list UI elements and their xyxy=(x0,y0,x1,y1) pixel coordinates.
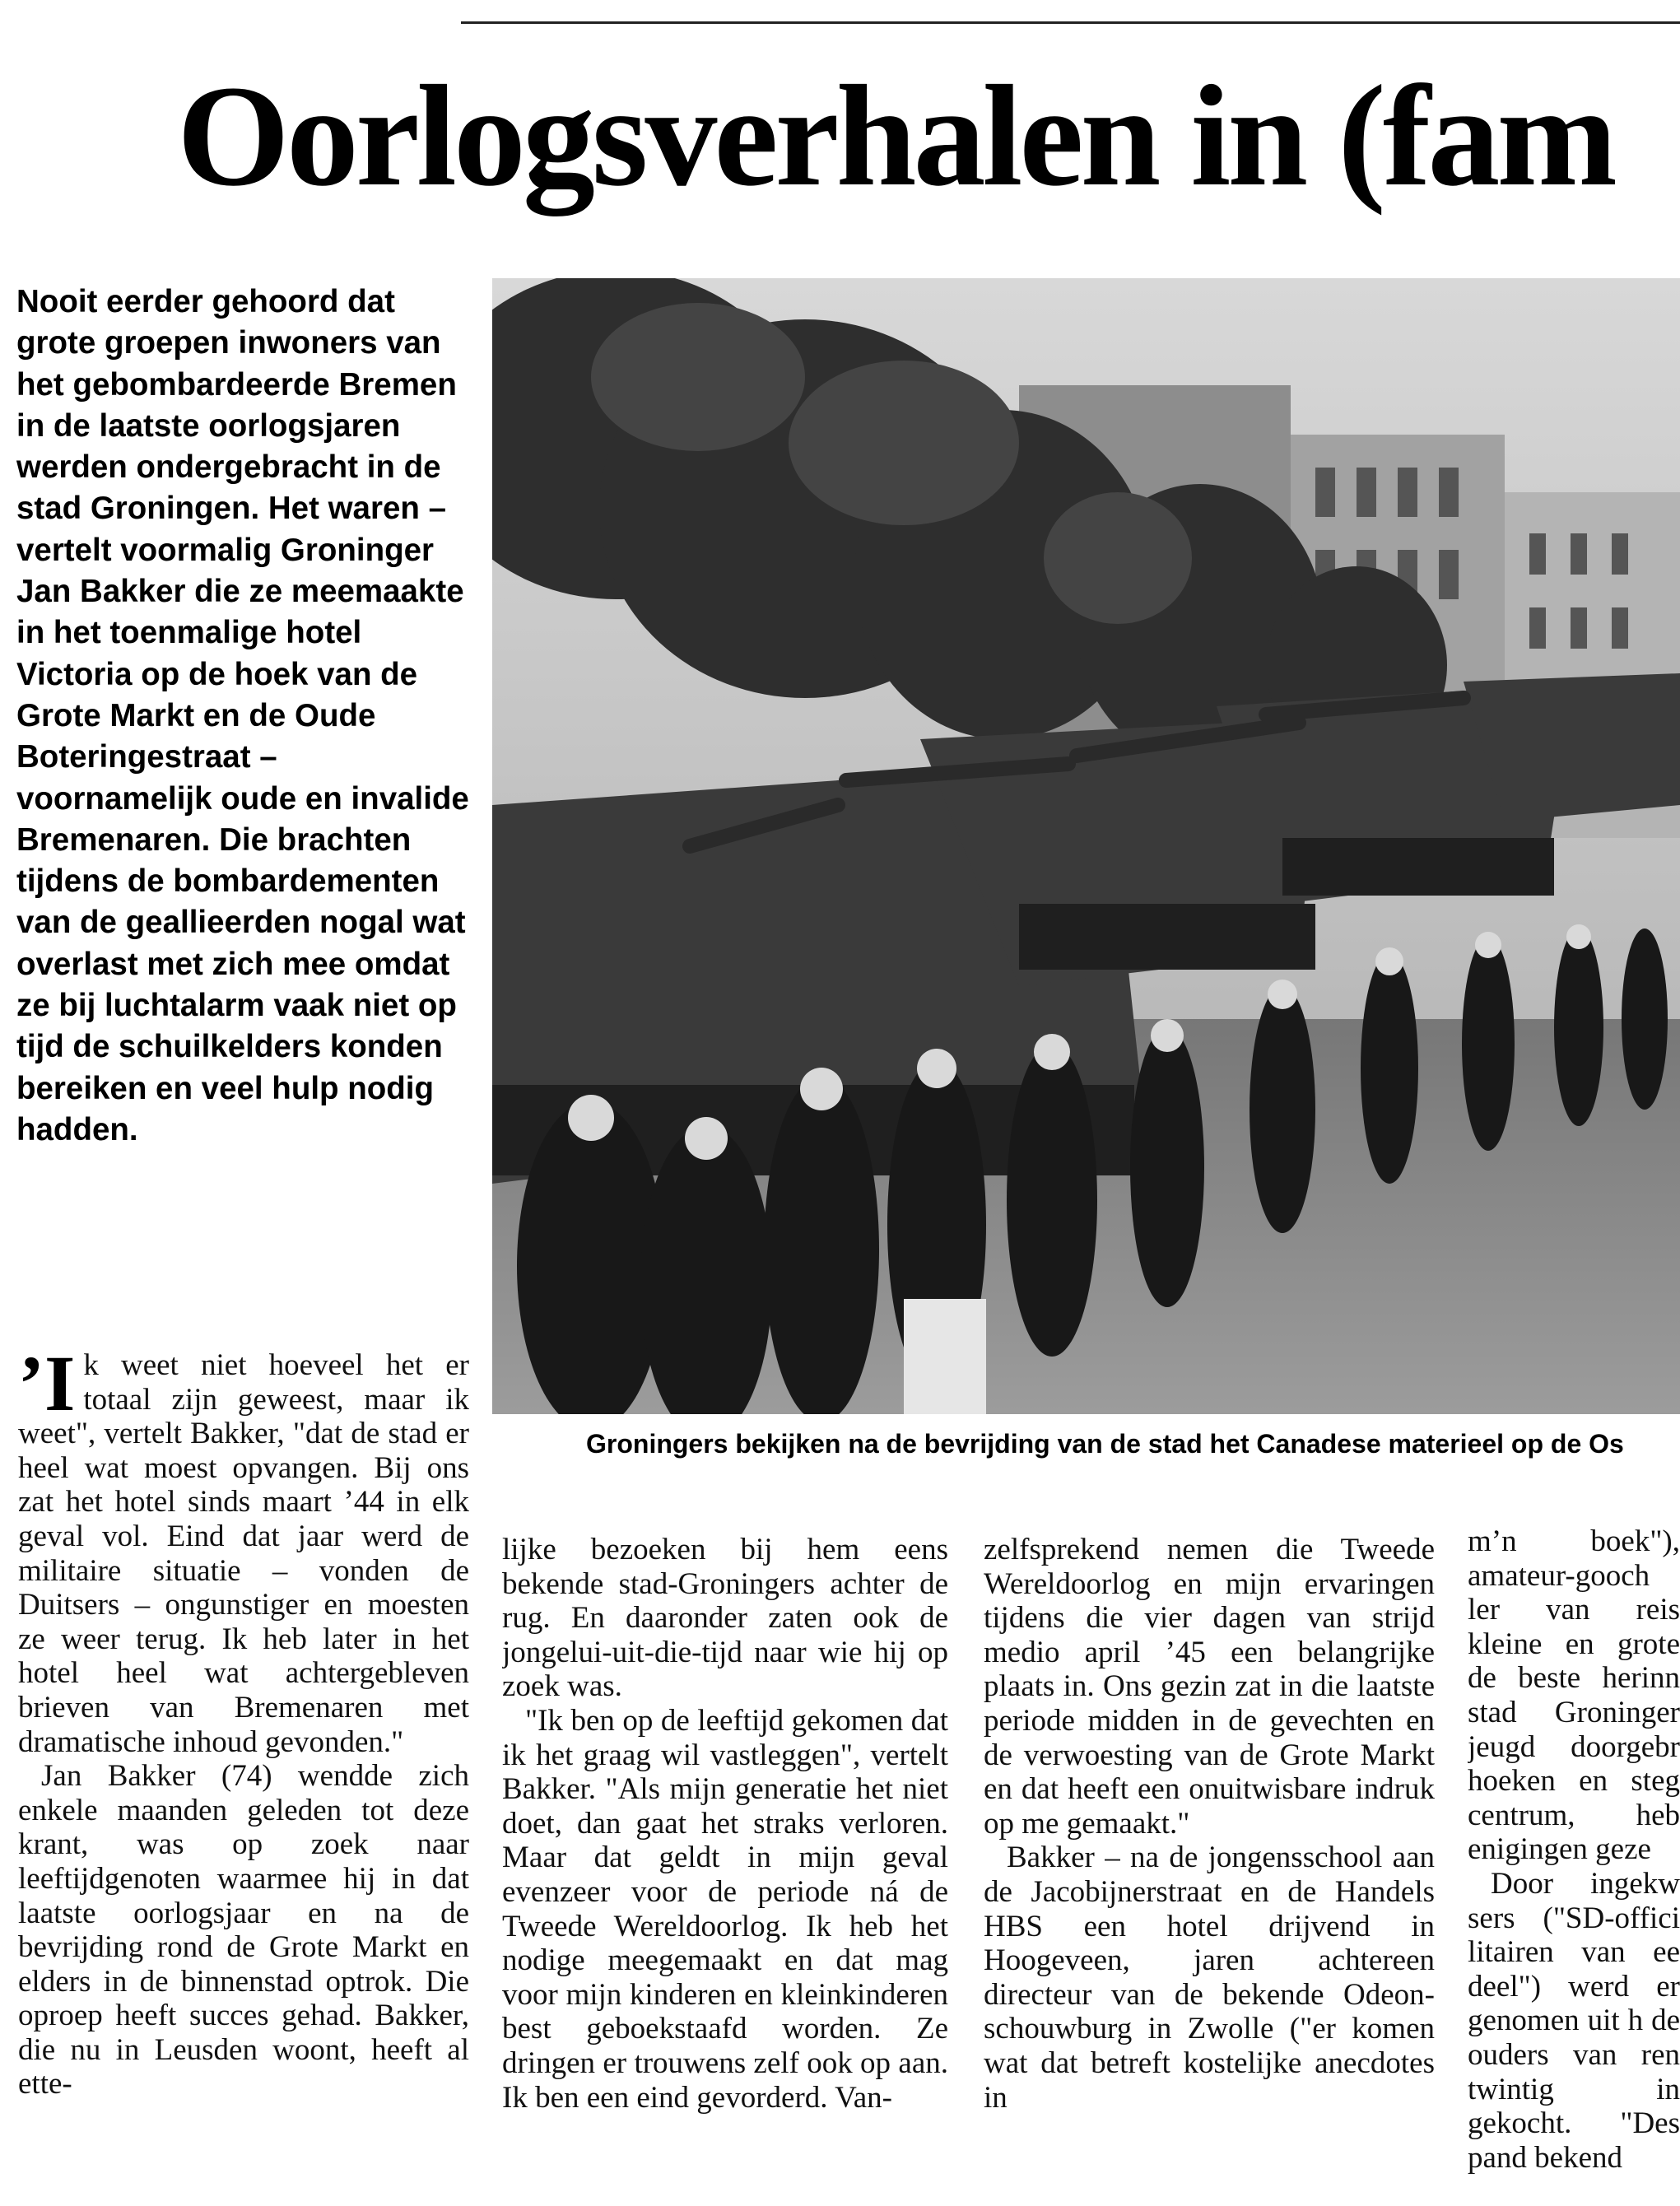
paragraph: zelfsprekend nemen die Tweede Wereldoorlog en mijn ervaringen tijdens die vier dagen van strijd medio april ’45 een belangrijke plaats in. Ons gezin zat in die laatste periode midden in de gevechten en de verwoesting van de Grote Markt en dat heeft een onuitwisbare indruk op me gemaakt." xyxy=(984,1533,1435,1841)
body-column-4 xyxy=(1468,1524,1680,2206)
article-intro xyxy=(16,282,473,1151)
article-photo xyxy=(492,278,1680,1414)
article-headline: Oorlogsverhalen in (fam xyxy=(177,56,1615,216)
paragraph: lijke bezoeken bij hem eens bekende stad-Groningers achter de rug. En daaronder zaten ook de jongelui-uit-die-tijd naar wie hij op zoek was. xyxy=(502,1533,948,1704)
photo-caption: Groningers bekijken na de bevrijding van de stad het Canadese materieel op de Os xyxy=(586,1429,1624,1459)
paragraph: Door ingekw sers ("SD-offici litairen van ee deel") werd er genomen uit h de ouders van ren twintig in gekocht. "Des pand bekend xyxy=(1468,1866,1680,2175)
paragraph: "Ik ben op de leeftijd gekomen dat ik het graag wil vastleggen", vertelt Bakker. "Als mijn generatie het niet doet, dan gaat het straks verloren. Maar dat geldt in mijn geval evenzeer voor de periode ná de Tweede Wereldoorlog. Ik heb het nodige meegemaakt en dat mag voor mijn kinderen en kleinkinderen best geboekstaafd worden. Ze dringen er trouwens zelf ook op aan. Ik ben een eind gevorderd. Van- xyxy=(502,1703,948,2115)
paragraph: ’I k weet niet hoeveel het er totaal zijn geweest, maar ik weet", vertelt Bakker, "dat de stad er heel wat moest opvangen. Bij ons zat het hotel sinds maart ’44 in elk geval vol. Eind dat jaar werd de militaire situatie – vonden de Duitsers – ongunstiger en moesten ze weer terug. Ik heb later in het hotel heel wat achtergebleven brieven van Bremenaren met dramatische inhoud gevonden." xyxy=(18,1348,469,1759)
paragraph: Bakker – na de jongensschool aan de Jacobijnerstraat en de Handels HBS een hotel drijvend in Hoogeveen, jaren achtereen directeur van de bekende Odeon-schouwburg in Zwolle ("er komen wat dat betreft kostelijke anecdotes in xyxy=(984,1841,1435,2115)
drop-cap: ’I xyxy=(18,1348,76,1427)
tanks-crowd-photo xyxy=(492,278,1680,1414)
intro-text: Nooit eerder gehoord dat grote groepen inwoners van het gebombardeerde Bremen in de laatste oorlogsjaren werden ondergebracht in de stad Groningen. Het waren – vertelt voormalig Groninger Jan Bakker die ze meemaakte in het toenmalige hotel Victoria op de hoek van de Grote Markt en de Oude Boteringestraat – voornamelijk oude en invalide Bremenaren. Die brachten tijdens de bombardementen van de geallieerden nogal wat overlast met zich mee omdat ze bij luchtalarm vaak niet op tijd de schuilkelders konden bereiken en veel hulp nodig hadden. xyxy=(16,284,469,1147)
top-rule xyxy=(461,21,1680,24)
paragraph: m’n boek"), amateur-gooch ler van reis kleine en grote de beste herinn stad Groninger jeugd doorgebr hoeken en steg centrum, heb enigingen geze xyxy=(1468,1524,1680,1867)
body-column-1 xyxy=(18,1348,469,2206)
paragraph: Jan Bakker (74) wendde zich enkele maanden geleden tot deze krant, was op zoek naar leeftijdgenoten waarmee hij in dat laatste oorlogsjaar en na de bevrijding rond de Grote Markt en elders in de binnenstad optrok. Die oproep heeft succes gehad. Bakker, die nu in Leusden woont, heeft al ette- xyxy=(18,1759,469,2101)
body-column-3 xyxy=(984,1533,1435,2206)
body-column-2 xyxy=(502,1533,948,2206)
